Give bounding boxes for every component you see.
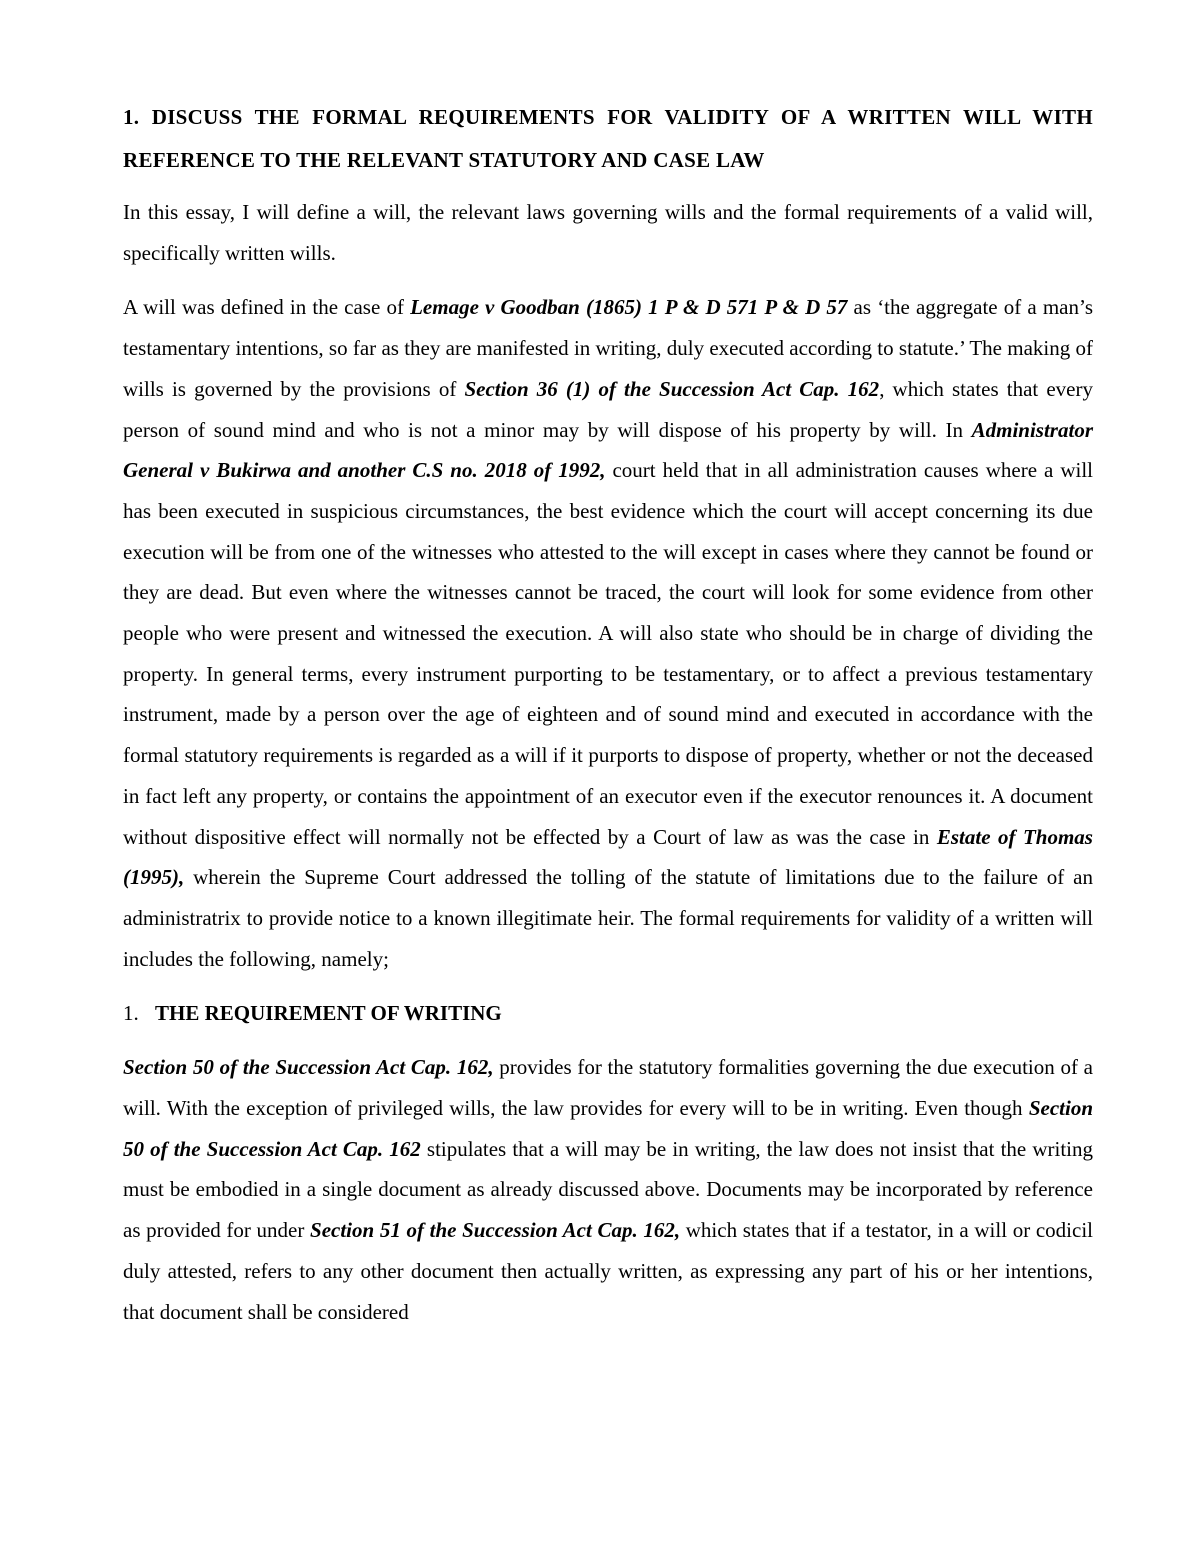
text-run: court held that in all administration causes where a will has been executed in suspicious circumstances, the best evidence which the court will accept concerning its due execution will be from one of the witnesses who attested to the will except in cases where they cannot be found or they are dead. But even where the witnesses cannot be traced, the court will look for some evidence from other people who were present and witnessed the execution. A will also state who should be in charge of dividing the property. In general terms, every instrument purporting to be testamentary, or to affect a previous testamentary instrument, made by a person over the age of eighteen and of sound mind and executed in accordance with the formal statutory requirements is regarded as a will if it purports to dispose of property, whether or not the deceased in fact left any property, or contains the appointment of an executor even if the executor renounces it. A document without dispositive effect will normally not be effected by a Court of law as was the case in bbox=[123, 458, 1093, 849]
intro-paragraph: In this essay, I will define a will, the relevant laws governing wills and the formal requirements of a valid will, specifically written wills. bbox=[123, 200, 1093, 265]
text-run: stipulates that a will may be in writing, the law does not insist that the writing must be embodied in a single document as already discussed above. Documents may be incorporated by reference as provided for under bbox=[123, 1136, 1093, 1243]
text-run: which states that if a testator, in a will or codicil duly attested, refers to any other document then actually written, as expressing any part of his or her intentions, that document shall be considered bbox=[123, 1218, 1093, 1324]
text-run: wherein the Supreme Court addressed the tolling of the statute of limitations due to the failure of an administratrix to provide notice to a known illegitimate heir. The formal requirements for validity of a written will includes the following, namely; bbox=[123, 865, 1093, 971]
definition-paragraph bbox=[123, 287, 1093, 979]
text-run: provides for the statutory formalities governing the due execution of a will. With the exception of privileged wills, the law provides for every will to be in writing. Even though bbox=[123, 1055, 1093, 1121]
essay-title: 1. DISCUSS THE FORMAL REQUIREMENTS FOR VALIDITY OF A WRITTEN WILL WITH REFERENCE TO THE RELEVANT STATUTORY AND CASE LAW bbox=[123, 105, 1093, 172]
section-number: 1. bbox=[123, 1001, 139, 1026]
case-citation-bukirwa: Administrator General v Bukirwa and another C.S no. 2018 of 1992, bbox=[123, 417, 1093, 483]
case-citation-estate-of-thomas: Estate of Thomas (1995), bbox=[123, 824, 1093, 890]
document-page bbox=[123, 96, 1093, 1346]
statute-citation-section-36: Section 36 (1) of the Succession Act Cap. 162 bbox=[464, 376, 880, 401]
statute-citation-section-50: Section 50 of the Succession Act Cap. 162 bbox=[123, 1096, 1093, 1161]
text-run: A will was defined in the case of bbox=[123, 295, 411, 320]
statute-citation-section-51: Section 51 of the Succession Act Cap. 162, bbox=[310, 1218, 681, 1243]
text-run: , which states that every person of sound mind and who is not a minor may by will dispose of his property by will. In bbox=[123, 376, 1093, 442]
section-title: THE REQUIREMENT OF WRITING bbox=[155, 1001, 502, 1026]
statute-citation-section-50: Section 50 of the Succession Act Cap. 162, bbox=[123, 1055, 494, 1080]
section-heading bbox=[123, 993, 1093, 1033]
case-citation-lemage: Lemage v Goodban (1865) 1 P & D 571 P & D 57 bbox=[410, 295, 848, 320]
text-run: as ‘the aggregate of a man’s testamentary intentions, so far as they are manifested in writing, duly executed according to statute.’ The making of wills is governed by the provisions of bbox=[123, 295, 1094, 401]
writing-paragraph bbox=[123, 1047, 1093, 1332]
